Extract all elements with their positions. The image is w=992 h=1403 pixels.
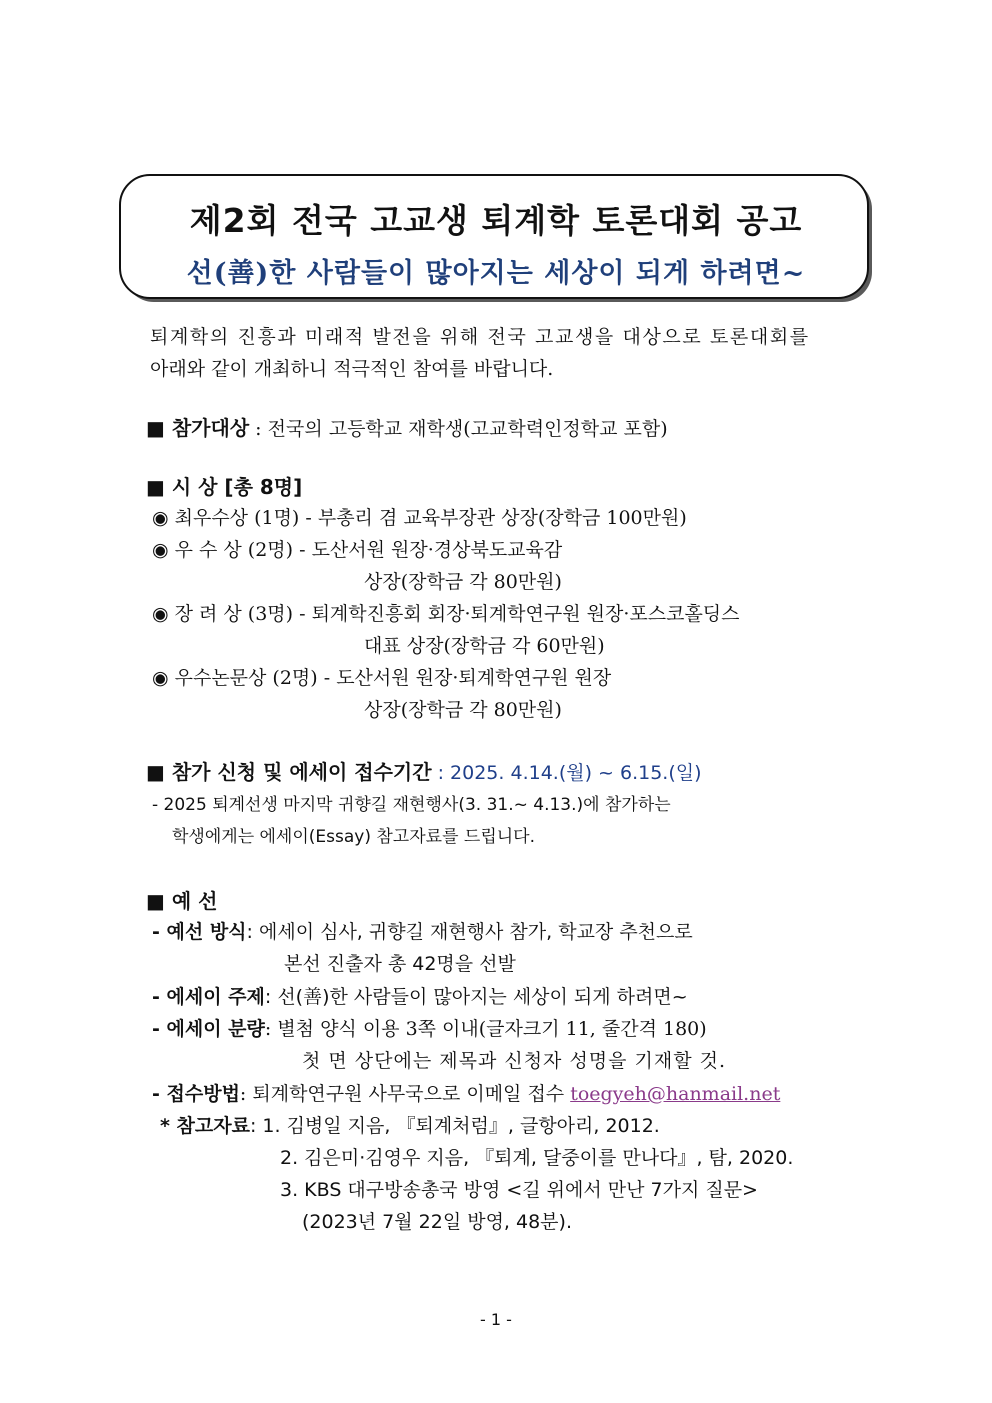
prelim-submit-text: : 퇴계학연구원 사무국으로 이메일 접수 [239,1083,571,1105]
award-1-line-1: ◉ 최우수상 (1명) - 부총리 겸 교육부장관 상장(장학금 100만원) [152,507,687,529]
submit-email-link[interactable]: toegyeh@hanmail.net [570,1083,781,1105]
intro-line-2: 아래와 같이 개최하니 적극적인 참여를 바랍니다. [150,358,554,380]
award-4-line-1: ◉ 우수논문상 (2명) - 도산서원 원장·퇴계학연구원 원장 [152,667,612,689]
ref-item-3-detail: (2023년 7월 22일 방영, 48분). [302,1211,572,1233]
application-period [146,760,702,785]
prelim-method-label: - 예선 방식 [152,921,247,943]
prelim-length-label: - 에세이 분량 [152,1018,265,1040]
award-4-line-2: 상장(장학금 각 80만원) [364,699,562,721]
page-number: - 1 - [480,1310,512,1329]
prelim-topic-text: : 선(善)한 사람들이 많아지는 세상이 되게 하려면~ [264,986,688,1008]
award-3-line-1: ◉ 장 려 상 (3명) - 퇴계학진흥회 회장·퇴계학연구원 원장·포스코홀딩스 [152,603,740,625]
ref-item-1: : 1. 김병일 지음, 『퇴계처럼』, 글항아리, 2012. [249,1115,660,1137]
eligibility-label: ■ 참가대상 [146,416,250,440]
application-dates: : 2025. 4.14.(월) ~ 6.15.(일) [431,762,702,784]
page-subtitle: 선(善)한 사람들이 많아지는 세상이 되게 하려면~ [186,258,806,289]
prelim-method-text-2: 본선 진출자 총 42명을 선발 [284,953,516,975]
award-3-line-2: 대표 상장(장학금 각 60만원) [364,635,605,657]
application-note-1: - 2025 퇴계선생 마지막 귀향길 재현행사(3. 31.~ 4.13.)에 참가하는 [152,795,671,815]
page-title: 제2회 전국 고교생 퇴계학 토론대회 공고 [189,201,803,240]
ref-item-3: 3. KBS 대구방송총국 방영 <길 위에서 만난 7가지 질문> [280,1179,758,1201]
prelim-topic [152,985,688,1009]
eligibility-text: : 전국의 고등학교 재학생(고교학력인정학교 포함) [249,418,668,440]
prelim-length-text-2: 첫 면 상단에는 제목과 신청자 성명을 기재할 것. [302,1050,727,1072]
prelim-submit-label: - 접수방법 [152,1083,240,1105]
awards-heading: ■ 시 상 [총 8명] [146,475,303,499]
award-2-line-1: ◉ 우 수 상 (2명) - 도산서원 원장·경상북도교육감 [152,539,563,561]
ref-item-2: 2. 김은미·김영우 지음, 『퇴계, 달중이를 만나다』, 탐, 2020. [280,1147,794,1169]
prelim-length [152,1017,707,1041]
prelim-method-text: : 에세이 심사, 귀향길 재현행사 참가, 학교장 추천으로 [246,921,693,943]
intro-line-1: 퇴계학의 진흥과 미래적 발전을 위해 전국 고교생을 대상으로 토론대회를 [150,326,810,348]
award-2-line-2: 상장(장학금 각 80만원) [364,571,562,593]
application-note-2: 학생에게는 에세이(Essay) 참고자료를 드립니다. [172,827,535,847]
prelim-method [152,920,693,944]
preliminary-heading: ■ 예 선 [146,889,218,913]
prelim-refs [160,1114,660,1138]
prelim-length-text: : 별첨 양식 이용 3쪽 이내(글자크기 11, 줄간격 180) [264,1018,707,1040]
title-box [118,173,874,304]
prelim-topic-label: - 에세이 주제 [152,986,265,1008]
application-label: ■ 참가 신청 및 에세이 접수기간 [146,760,432,784]
prelim-submit [152,1082,780,1106]
prelim-refs-label: * 참고자료 [160,1115,250,1137]
eligibility [146,416,668,441]
